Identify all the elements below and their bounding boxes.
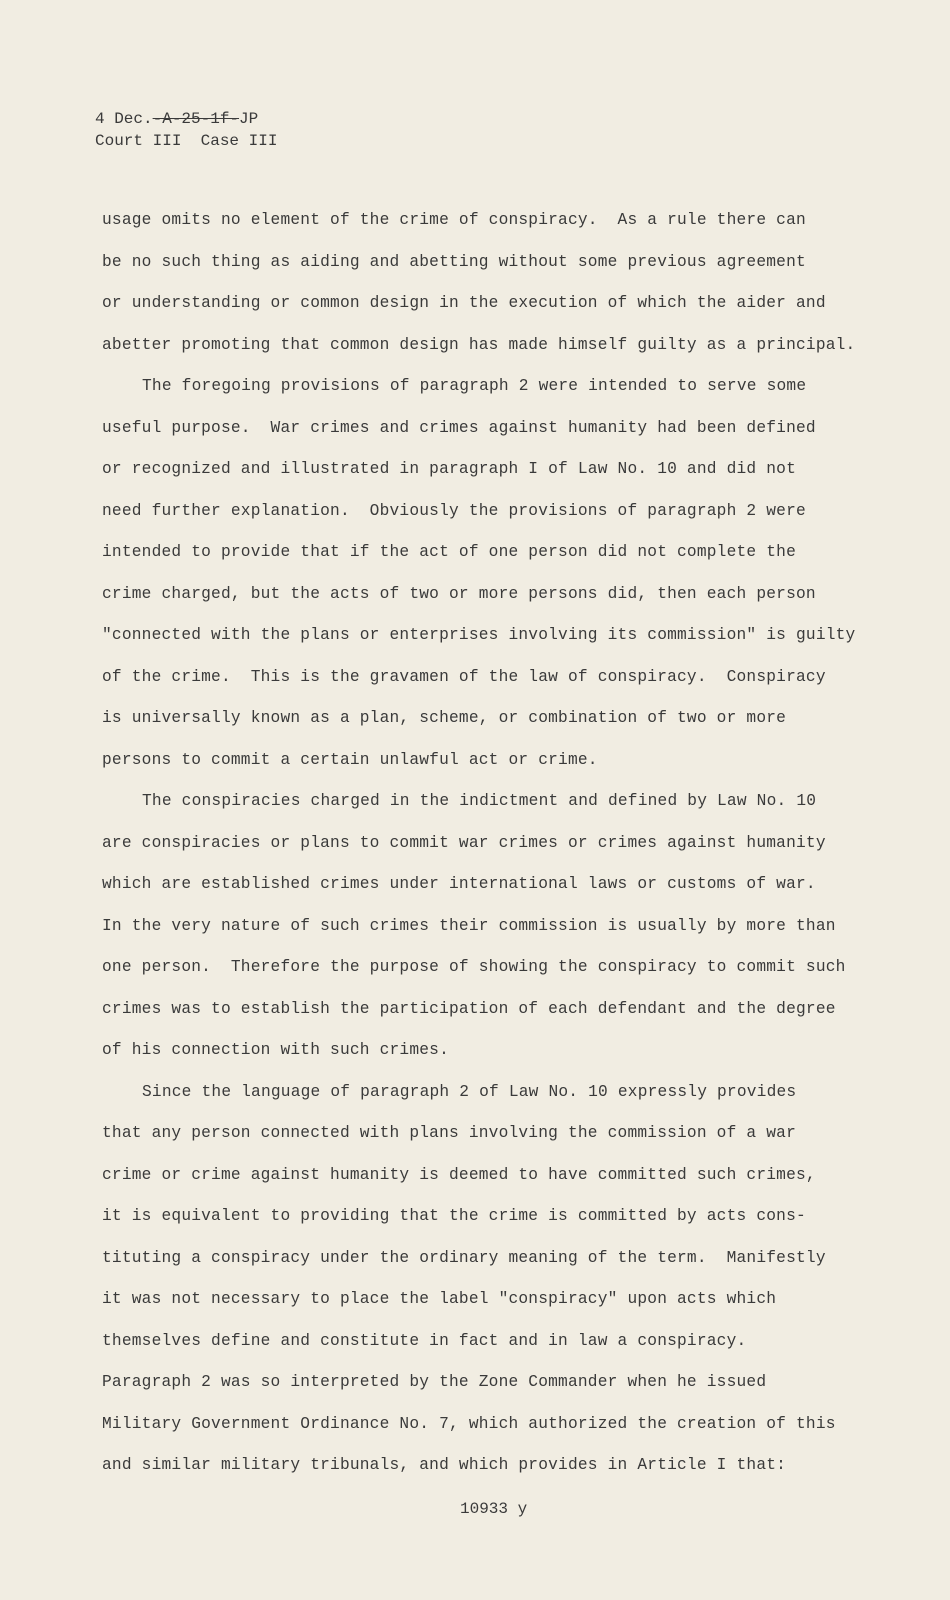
text-line: and similar military tribunals, and which provides in Article I that: [102,1456,787,1474]
header-initials: JP [239,110,259,128]
text-line: Military Government Ordinance No. 7, which authorized the creation of this [102,1414,836,1433]
header-date: 4 Dec. [95,110,153,128]
text-line: usage omits no element of the crime of conspiracy. As a rule there can [102,211,806,229]
page-number: 10933 y [460,1500,528,1518]
document-body [102,200,882,1487]
text-line: Paragraph 2 was so interpreted by the Zone Commander when he issued [102,1373,767,1391]
text-line: crime charged, but the acts of two or more persons did, then each person [102,584,816,603]
text-line: of the crime. This is the gravamen of the law of conspiracy. Conspiracy [102,667,826,686]
text-line: that any person connected with plans involving the commission of a war [102,1124,796,1142]
paragraph-start-line: The foregoing provisions of paragraph 2 were intended to serve some [142,377,807,395]
text-line: or understanding or common design in the execution of which the aider and [102,294,826,312]
text-line: is universally known as a plan, scheme, or combination of two or more [102,709,787,727]
header-court-case: Court III Case III [95,132,278,150]
text-line: of his connection with such crimes. [102,1041,449,1059]
text-line: useful purpose. War crimes and crimes against humanity had been defined [102,418,816,437]
text-line: it was not necessary to place the label "conspiracy" upon acts which [102,1290,777,1308]
text-line: persons to commit a certain unlawful act or crime. [102,750,598,769]
text-line: crimes was to establish the participation of each defendant and the degree [102,999,836,1018]
document-header [95,108,277,152]
text-line: crime or crime against humanity is deemed to have committed such crimes, [102,1165,816,1184]
text-line: tituting a conspiracy under the ordinary meaning of the term. Manifestly [102,1248,826,1267]
text-line: "connected with the plans or enterprises involving its commission" is guilty [102,626,856,644]
text-line: need further explanation. Obviously the provisions of paragraph 2 were [102,501,806,520]
paragraph-start-line: Since the language of paragraph 2 of Law No. 10 expressly provides [142,1082,797,1101]
text-line: which are established crimes under international laws or customs of war. [102,875,816,893]
text-line: one person. Therefore the purpose of showing the conspiracy to commit such [102,958,846,976]
header-reference [95,108,277,130]
text-line: In the very nature of such crimes their commission is usually by more than [102,916,836,935]
text-line: abetter promoting that common design has made himself guilty as a principal. [102,335,856,354]
text-line: be no such thing as aiding and abetting without some previous agreement [102,252,806,271]
text-line: intended to provide that if the act of one person did not complete the [102,543,796,561]
text-line: it is equivalent to providing that the crime is committed by acts cons- [102,1207,806,1225]
text-line: or recognized and illustrated in paragraph I of Law No. 10 and did not [102,460,796,478]
header-struck-code: -A-25-1f- [152,110,240,128]
paragraph-start-line: The conspiracies charged in the indictment and defined by Law No. 10 [142,792,817,810]
text-line: themselves define and constitute in fact and in law a conspiracy. [102,1331,747,1350]
text-line: are conspiracies or plans to commit war crimes or crimes against humanity [102,833,826,852]
